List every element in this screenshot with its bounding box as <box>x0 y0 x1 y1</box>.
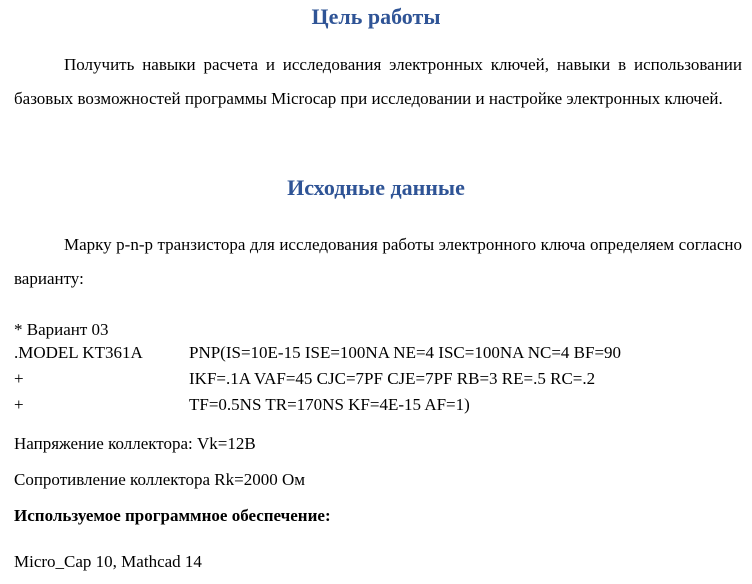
software-heading: Используемое программное обеспечение: <box>14 506 331 525</box>
model-row-label: .MODEL KT361A <box>14 343 143 362</box>
model-row-params: TF=0.5NS TR=170NS KF=4E-15 AF=1) <box>189 395 470 414</box>
collector-voltage: Напряжение коллектора: Vk=12В <box>14 434 256 453</box>
software-value: Micro_Cap 10, Mathcad 14 <box>14 552 202 571</box>
goal-paragraph <box>14 48 742 116</box>
goal-text: Получить навыки расчета и исследования электронных ключей, навыки в использовании базовых возможностей программы Microcap при исследовании и настройке электронных ключей. <box>14 55 742 108</box>
model-row-params: IKF=.1A VAF=45 CJC=7PF CJE=7PF RB=3 RE=.5 RC=.2 <box>189 369 596 388</box>
input-text: Марку p-n-p транзистора для исследования работы электронного ключа определяем согласно варианту: <box>14 235 742 288</box>
goal-heading: Цель работы <box>311 4 441 29</box>
collector-resistance: Сопротивление коллектора Rk=2000 Ом <box>14 470 305 489</box>
model-row-params: PNP(IS=10E-15 ISE=100NA NE=4 ISC=100NA NC=4 BF=90 <box>189 343 622 362</box>
model-row-label: + <box>14 369 24 388</box>
variant-line: * Вариант 03 <box>14 320 109 339</box>
model-row-label: + <box>14 395 24 414</box>
input-paragraph <box>14 228 742 296</box>
input-heading: Исходные данные <box>287 175 465 200</box>
